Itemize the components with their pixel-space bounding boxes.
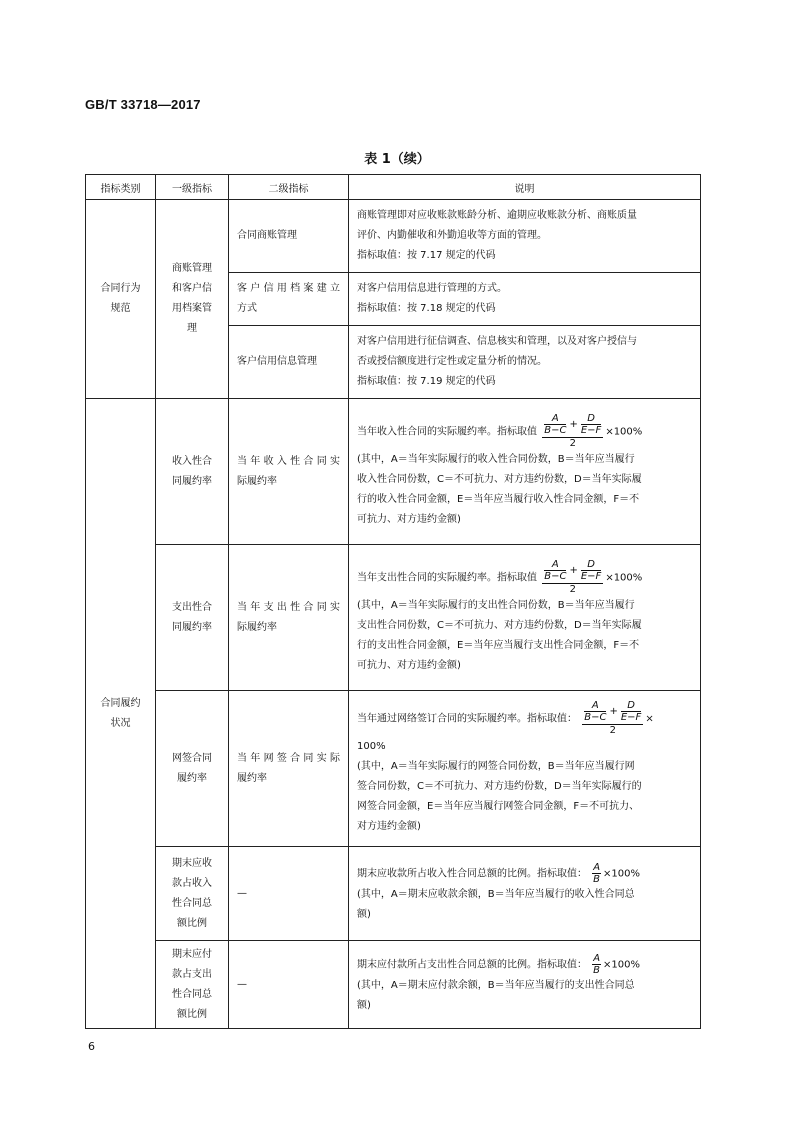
description-cell: 期末应付款所占支出性合同总额的比例。指标取值： $\frac{A}{B}$ ×100% (其中，A＝期末应付款余额，B＝当年应当履行的支出性合同总 额) [349,941,701,1029]
page-number: 6 [88,1040,95,1053]
performance-formula: $\frac{A}{B-C}$ + $\frac{D}{E-F}$ 2 [544,413,602,449]
description-cell: 当年收入性合同的实际履约率。指标取值 $\frac{A}{B-C}$ + $\frac{D}{E-F}$ 2 ×100% (其中，A＝当年实际履行的收入性合同份数，B＝当年应当履行 收入性合同份数，C＝不可抗力、对方违约份数，D＝当年实际履 行的收入性合同金额，E＝当年应当履行收入性合同金额，F＝不 可抗力、对方违约金额) [349,399,701,545]
header-category: 指标类别 [86,175,156,200]
performance-formula: $\frac{A}{B-C}$ + $\frac{D}{E-F}$ 2 [584,700,642,736]
level2-online-actual-rate: 当年网签合同实际 履约率 [229,691,349,847]
level2-empty: — [229,847,349,941]
table-header-row [86,175,701,200]
category-contract-performance: 合同履约 状况 [86,399,156,1029]
level1-income-performance: 收入性合 同履约率 [156,399,229,545]
table-row [86,200,701,273]
performance-formula: $\frac{A}{B-C}$ + $\frac{D}{E-F}$ 2 [544,559,602,595]
header-level1: 一级指标 [156,175,229,200]
level1-receivables-ratio: 期末应收 款占收入 性合同总 额比例 [156,847,229,941]
level2-credit-info: 客户信用信息管理 [229,326,349,399]
description-cell: 对客户信用进行征信调查、信息核实和管理，以及对客户授信与 否或授信额度进行定性或定量分析的情况。 指标取值：按 7.19 规定的代码 [349,326,701,399]
level1-receivables-credit: 商账管理 和客户信 用档案管 理 [156,200,229,399]
description-cell: 当年支出性合同的实际履约率。指标取值 $\frac{A}{B-C}$ + $\frac{D}{E-F}$ 2 ×100% (其中，A＝当年实际履行的支出性合同份数，B＝当年应当履行 支出性合同份数，C＝不可抗力、对方违约份数，D＝当年实际履 行的支出性合同金额，E＝当年应当履行支出性合同金额，F＝不 可抗力、对方违约金额) [349,545,701,691]
level1-online-performance: 网签合同 履约率 [156,691,229,847]
description-cell: 对客户信用信息进行管理的方式。 指标取值：按 7.18 规定的代码 [349,273,701,326]
table-caption: 表 1（续） [364,152,430,167]
level2-empty: — [229,941,349,1029]
header-level2: 二级指标 [229,175,349,200]
table-row [86,399,701,545]
table-row [86,691,701,847]
description-cell: 当年通过网络签订合同的实际履约率。指标取值： $\frac{A}{B-C}$ + $\frac{D}{E-F}$ 2 × 100% (其中，A＝当年实际履行的网签合同份数，B＝当年应当履行网 签合同份数，C＝不可抗力、对方违约份数，D＝当年实际履行的 网签合同金额，E＝当年应当履行网签合同金额，F＝不可抗力、 对方违约金额) [349,691,701,847]
description-cell: 商账管理即对应收账款账龄分析、逾期应收账款分析、商账质量 评价、内勤催收和外勤追收等方面的管理。 指标取值：按 7.17 规定的代码 [349,200,701,273]
indicator-table [85,174,701,1029]
category-contract-behavior: 合同行为 规范 [86,200,156,399]
ratio-formula: $\frac{A}{B}$ [593,953,601,976]
ratio-formula: $\frac{A}{B}$ [593,862,601,885]
level2-credit-archive: 客户信用档案建立 方式 [229,273,349,326]
description-cell: 期末应收款所占收入性合同总额的比例。指标取值： $\frac{A}{B}$ ×100% (其中，A＝期末应收款余额，B＝当年应当履行的收入性合同总 额) [349,847,701,941]
table-row [86,545,701,691]
level1-payables-ratio: 期末应付 款占支出 性合同总 额比例 [156,941,229,1029]
table-row [86,941,701,1029]
level2-contract-receivables: 合同商账管理 [229,200,349,273]
table-row [86,847,701,941]
level2-expense-actual-rate: 当年支出性合同实 际履约率 [229,545,349,691]
level1-expense-performance: 支出性合 同履约率 [156,545,229,691]
standard-number: GB/T 33718—2017 [85,97,201,112]
level2-income-actual-rate: 当年收入性合同实 际履约率 [229,399,349,545]
header-description: 说明 [349,175,701,200]
